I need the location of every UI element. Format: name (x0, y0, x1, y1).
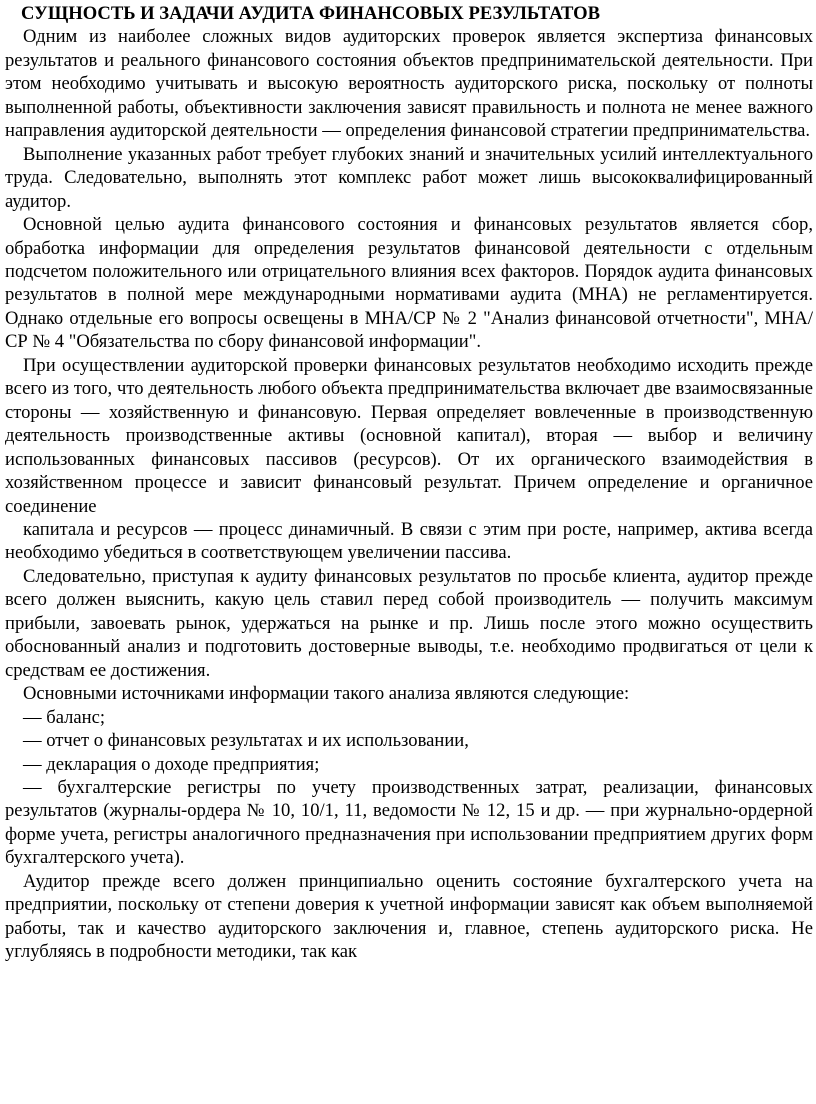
list-item-report: — отчет о финансовых результатах и их использовании, (23, 730, 469, 752)
document-title: СУЩНОСТЬ И ЗАДАЧИ АУДИТА ФИНАНСОВЫХ РЕЗУЛЬТАТОВ (21, 3, 601, 24)
list-item-declaration: — декларация о доходе предприятия; (23, 753, 320, 775)
paragraph-sources-intro: Основными источниками информации такого анализа являются следующие: (23, 683, 630, 705)
list-item-balance: — баланс; (23, 706, 106, 728)
list-item-registers: — бухгалтерские регистры по учету производственных затрат, реализации, финансовых результатов (журналы-ордера № 10, 10/1, 11, ведомости № 12, 15 и др. — при журнально-ордерной форме учета, регистры аналогичного предназначения при использовании предприятием других форм бухгалтерского учета). (5, 776, 813, 869)
paragraph-sides: При осуществлении аудиторской проверки финансовых результатов необходимо исходить прежде всего из того, что деятельность любого объекта предпринимательства включает две взаимосвязанные стороны — хозяйственную и финансовую. Первая определяет вовлеченные в производственную деятельность производственные активы (основной капитал), вторая — выбор и величину использованных финансовых пассивов (ресурсов). От их органического взаимодействия в хозяйственном процессе и зависит финансовый результат. Причем определение и органичное соединение (5, 354, 813, 517)
paragraph-approach: Следовательно, приступая к аудиту финансовых результатов по просьбе клиента, аудитор прежде всего должен выяснить, какую цель ставил перед собой производитель — получить максимум прибыли, завоевать рынок, удержаться на рынке и пр. Лишь после этого можно осуществить обоснованный анализ и подготовить достоверные выводы, т.е. необходимо продвигаться от цели к средствам ее достижения. (5, 565, 813, 681)
paragraph-dynamics: капитала и ресурсов — процесс динамичный. В связи с этим при росте, например, актива всегда необходимо убедиться в соответствующем увеличении пассива. (5, 518, 813, 564)
paragraph-goal: Основной целью аудита финансового состояния и финансовых результатов является сбор, обработка информации для определения результатов финансовой деятельности с отдельным подсчетом положительного или отрицательного влияния всех факторов. Порядок аудита финансовых результатов в полной мере международными нормативами аудита (МНА) не регламентируется. Однако отдельные его вопросы освещены в МНА/СР № 2 "Анализ финансовой отчетности", МНА/СР № 4 "Обязательства по сбору финансовой информации". (5, 214, 813, 353)
paragraph-assessment: Аудитор прежде всего должен принципиально оценить состояние бухгалтерского учета на предприятии, поскольку от степени доверия к учетной информации зависят как объем выполняемой работы, так и качество аудиторского заключения и, главное, степень аудиторского риска. Не углубляясь в подробности методики, так как (5, 870, 813, 963)
paragraph-intro: Одним из наиболее сложных видов аудиторских проверок является экспертиза финансовых результатов и реального финансового состояния объектов предпринимательской деятельности. При этом необходимо учитывать и высокую вероятность аудиторского риска, поскольку от полноты выполненной работы, объективности заключения зависят правильность и полнота не менее важного направления аудиторской деятельности — определения финансовой стратегии предпринимательства. (5, 26, 813, 142)
paragraph-qualification: Выполнение указанных работ требует глубоких знаний и значительных усилий интеллектуального труда. Следовательно, выполнять этот комплекс работ может лишь высококвалифицированный аудитор. (5, 143, 813, 212)
